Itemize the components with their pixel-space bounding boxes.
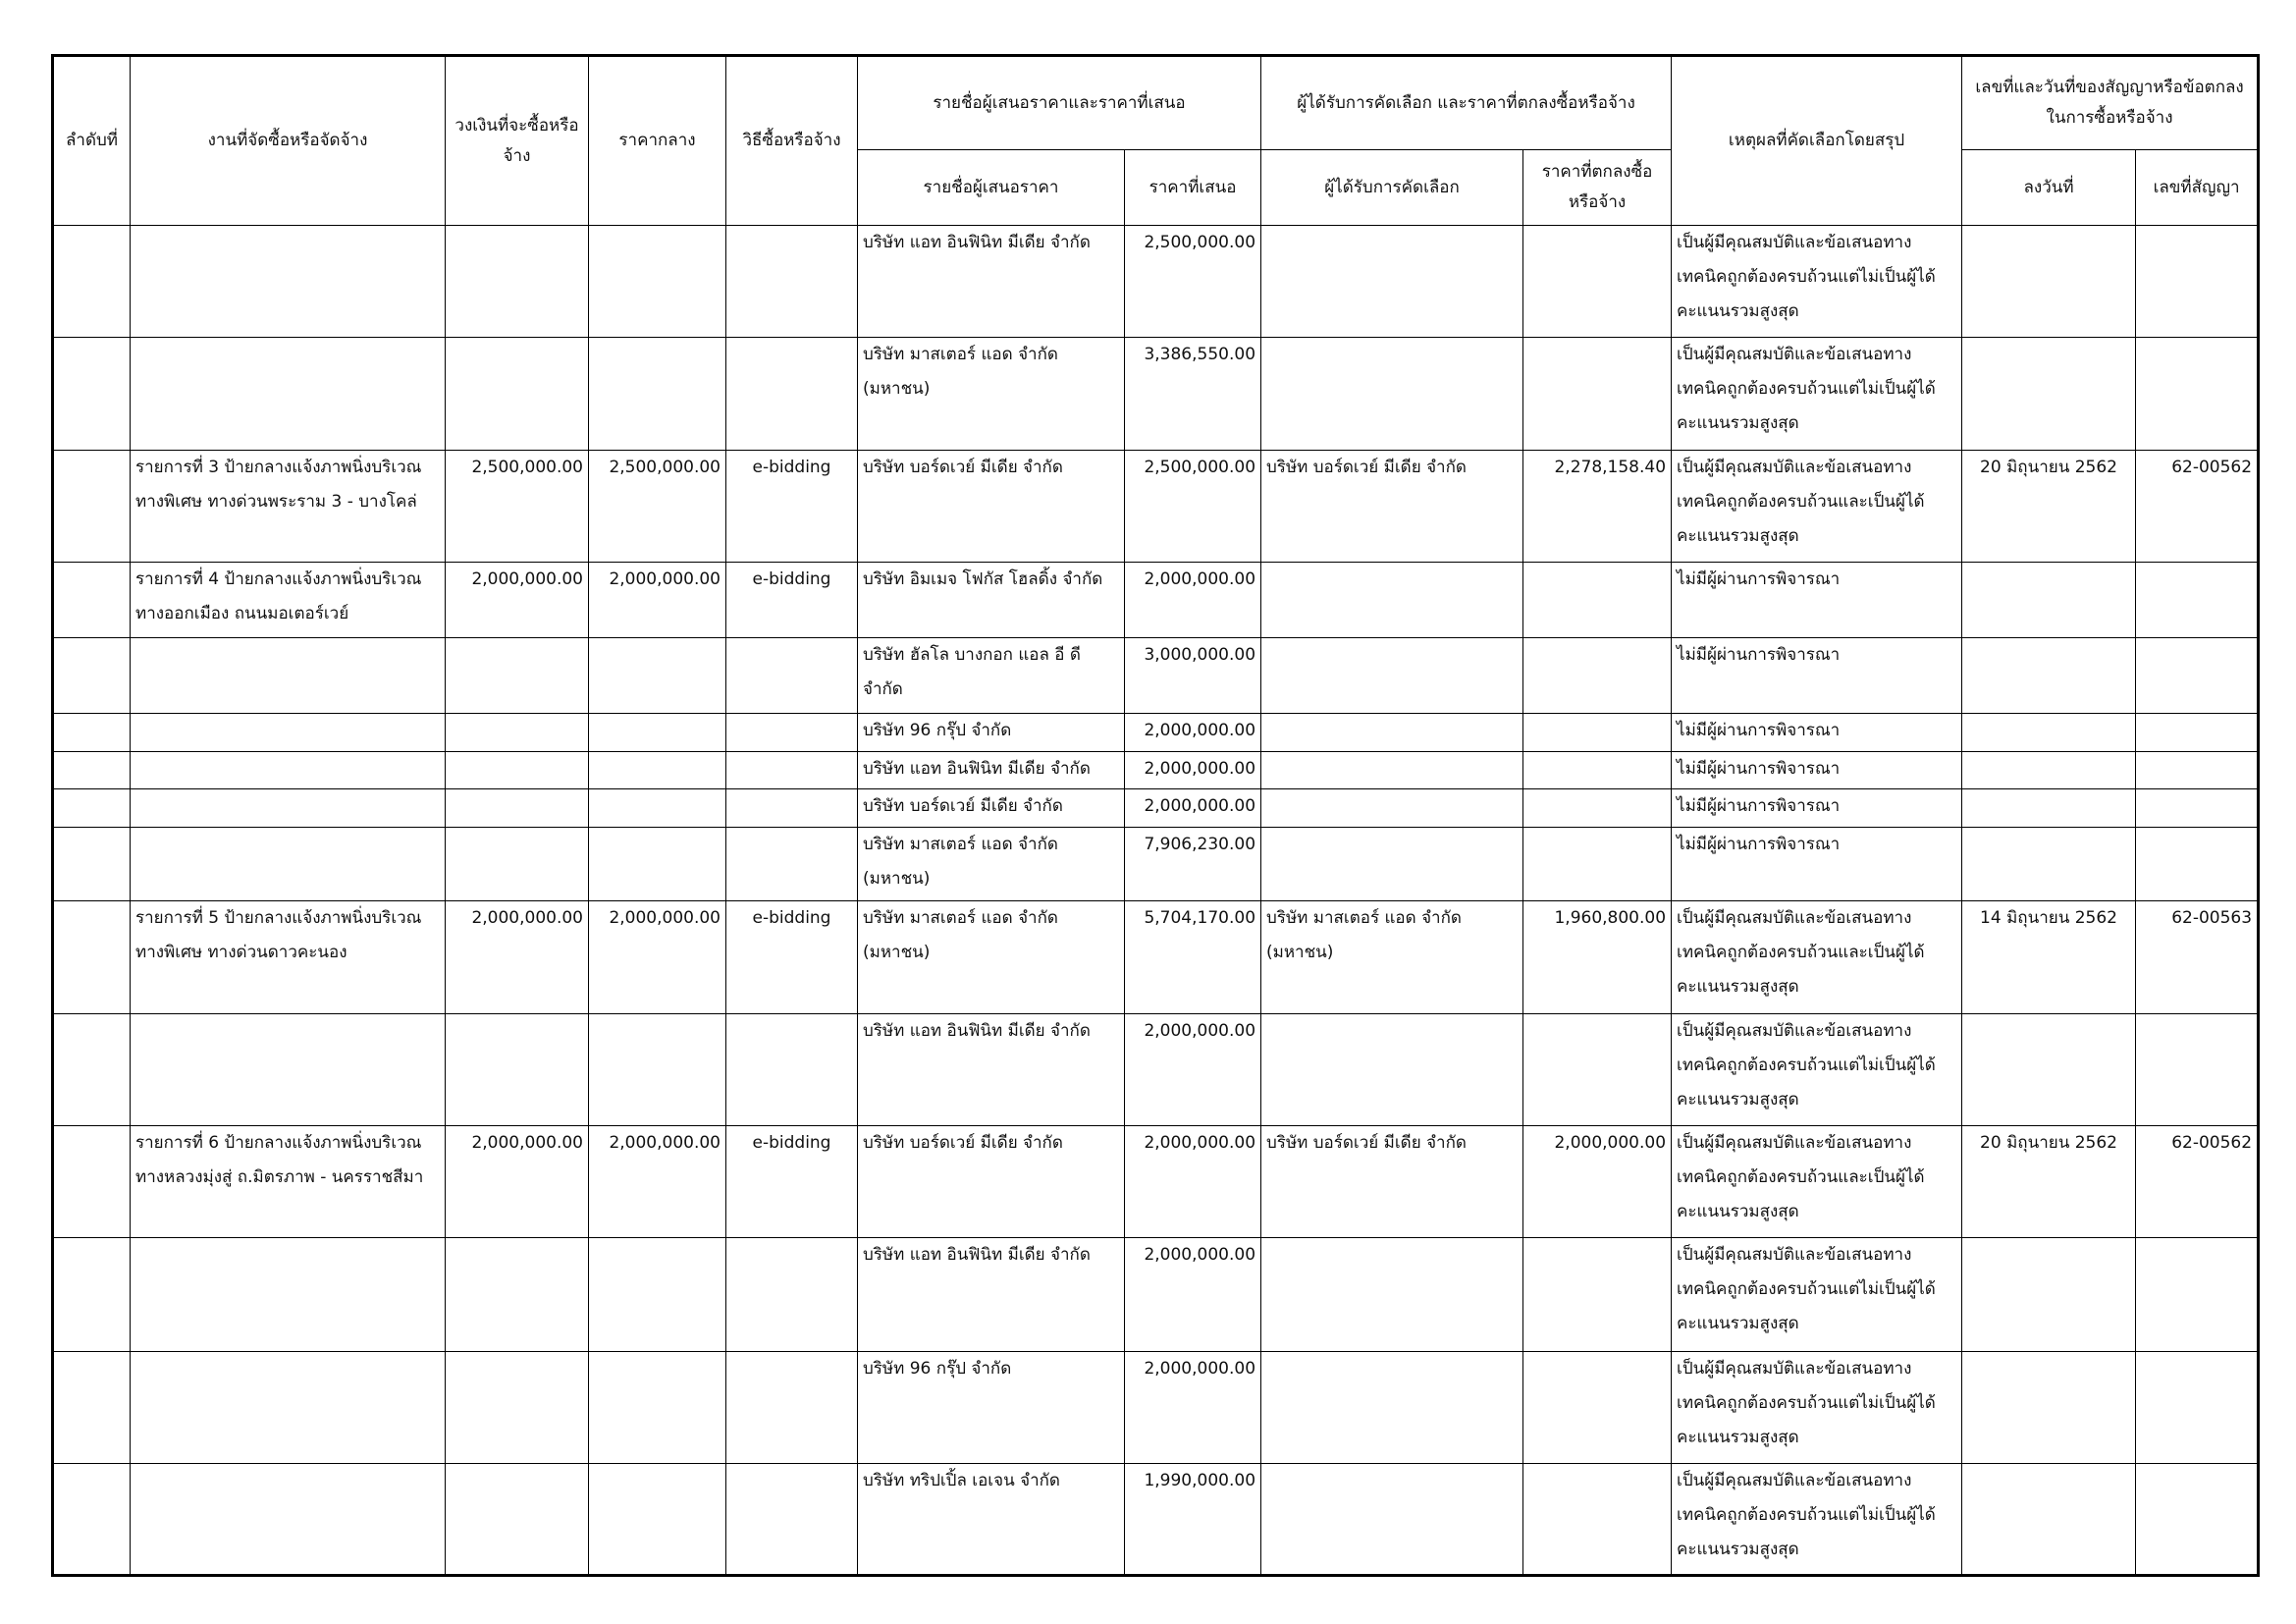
reason-cell: เป็นผู้มีคุณสมบัติและข้อเสนอทางเทคนิคถูกต้องครบถ้วนแต่ไม่เป็นผู้ได้คะแนนรวมสูงสุด [1672,1352,1962,1464]
seq-cell [53,714,131,752]
header-bidder: รายชื่อผู้เสนอราคา [858,150,1125,226]
contract-date-cell [1962,789,2136,828]
bid-price-cell: 2,000,000.00 [1125,563,1261,638]
table-row [53,789,2259,828]
seq-cell [53,1238,131,1352]
agreed-price-cell [1523,226,1672,338]
contract-date-cell [1962,1238,2136,1352]
contract-no-cell: 62-00562 [2136,1126,2259,1238]
budget-cell [446,1464,589,1576]
bid-price-cell: 3,386,550.00 [1125,338,1261,451]
bid-price-cell: 2,000,000.00 [1125,1352,1261,1464]
contract-no-cell [2136,226,2259,338]
bidder-name-cell: บริษัท แอท อินฟินิท มีเดีย จำกัด [858,1014,1125,1126]
contract-date-cell [1962,638,2136,714]
median-price-cell: 2,000,000.00 [589,901,726,1014]
budget-cell [446,828,589,901]
agreed-price-cell: 2,000,000.00 [1523,1126,1672,1238]
method-cell: e-bidding [726,901,858,1014]
winner-cell [1261,1238,1523,1352]
winner-cell [1261,638,1523,714]
seq-cell [53,1352,131,1464]
work-cell [131,638,446,714]
bid-price-cell: 2,000,000.00 [1125,1014,1261,1126]
contract-date-cell [1962,226,2136,338]
seq-cell [53,752,131,789]
winner-cell: บริษัท บอร์ดเวย์ มีเดีย จำกัด [1261,1126,1523,1238]
contract-date-cell [1962,1014,2136,1126]
bidder-name-cell: บริษัท แอท อินฟินิท มีเดีย จำกัด [858,1238,1125,1352]
reason-cell: เป็นผู้มีคุณสมบัติและข้อเสนอทางเทคนิคถูกต้องครบถ้วนแต่ไม่เป็นผู้ได้คะแนนรวมสูงสุด [1672,226,1962,338]
seq-cell [53,1464,131,1576]
table-row [53,338,2259,451]
budget-cell: 2,000,000.00 [446,563,589,638]
budget-cell [446,1352,589,1464]
median-price-cell: 2,500,000.00 [589,451,726,563]
median-price-cell [589,338,726,451]
method-cell [726,1014,858,1126]
bid-price-cell: 2,500,000.00 [1125,226,1261,338]
budget-cell: 2,000,000.00 [446,901,589,1014]
median-price-cell [589,1238,726,1352]
agreed-price-cell [1523,1014,1672,1126]
method-cell [726,1352,858,1464]
header-contract-no: เลขที่สัญญา [2136,150,2259,226]
contract-no-cell [2136,1238,2259,1352]
agreed-price-cell: 1,960,800.00 [1523,901,1672,1014]
winner-cell [1261,226,1523,338]
agreed-price-cell [1523,789,1672,828]
median-price-cell [589,789,726,828]
seq-cell [53,563,131,638]
contract-no-cell [2136,752,2259,789]
bidder-name-cell: บริษัท แอท อินฟินิท มีเดีย จำกัด [858,752,1125,789]
work-cell [131,1352,446,1464]
work-cell: รายการที่ 3 ป้ายกลางแจ้งภาพนิ่งบริเวณทางพิเศษ ทางด่วนพระราม 3 - บางโคล่ [131,451,446,563]
header-date: ลงวันที่ [1962,150,2136,226]
median-price-cell [589,714,726,752]
table-row [53,714,2259,752]
bidder-name-cell: บริษัท แอท อินฟินิท มีเดีย จำกัด [858,226,1125,338]
work-cell [131,226,446,338]
contract-no-cell [2136,1014,2259,1126]
header-median: ราคากลาง [589,56,726,226]
bid-price-cell: 2,000,000.00 [1125,789,1261,828]
median-price-cell [589,828,726,901]
agreed-price-cell [1523,714,1672,752]
seq-cell [53,338,131,451]
winner-cell [1261,752,1523,789]
table-row [53,1126,2259,1238]
bidder-name-cell: บริษัท อิมเมจ โฟกัส โฮลดิ้ง จำกัด [858,563,1125,638]
header-method: วิธีซื้อหรือจ้าง [726,56,858,226]
median-price-cell [589,1464,726,1576]
table-row [53,1238,2259,1352]
work-cell: รายการที่ 6 ป้ายกลางแจ้งภาพนิ่งบริเวณทางหลวงมุ่งสู่ ถ.มิตรภาพ - นครราชสีมา [131,1126,446,1238]
reason-cell: เป็นผู้มีคุณสมบัติและข้อเสนอทางเทคนิคถูกต้องครบถ้วนแต่ไม่เป็นผู้ได้คะแนนรวมสูงสุด [1672,1238,1962,1352]
contract-date-cell: 20 มิถุนายน 2562 [1962,1126,2136,1238]
agreed-price-cell [1523,1238,1672,1352]
bid-price-cell: 7,906,230.00 [1125,828,1261,901]
work-cell [131,752,446,789]
table-row [53,828,2259,901]
agreed-price-cell [1523,1464,1672,1576]
budget-cell [446,1238,589,1352]
header-agreed-price: ราคาที่ตกลงซื้อหรือจ้าง [1523,150,1672,226]
table-row [53,752,2259,789]
method-cell [726,1238,858,1352]
contract-no-cell [2136,1352,2259,1464]
contract-no-cell [2136,714,2259,752]
reason-cell: เป็นผู้มีคุณสมบัติและข้อเสนอทางเทคนิคถูกต้องครบถ้วนและเป็นผู้ได้คะแนนรวมสูงสุด [1672,451,1962,563]
table-row [53,1352,2259,1464]
work-cell: รายการที่ 5 ป้ายกลางแจ้งภาพนิ่งบริเวณทางพิเศษ ทางด่วนดาวคะนอง [131,901,446,1014]
header-bid-price: ราคาที่เสนอ [1125,150,1261,226]
winner-cell [1261,828,1523,901]
bidder-name-cell: บริษัท มาสเตอร์ แอด จำกัด (มหาชน) [858,901,1125,1014]
bidder-name-cell: บริษัท 96 กรุ๊ป จำกัด [858,1352,1125,1464]
budget-cell: 2,500,000.00 [446,451,589,563]
winner-cell [1261,714,1523,752]
method-cell [726,752,858,789]
reason-cell: เป็นผู้มีคุณสมบัติและข้อเสนอทางเทคนิคถูกต้องครบถ้วนและเป็นผู้ได้คะแนนรวมสูงสุด [1672,1126,1962,1238]
header-winner-group: ผู้ได้รับการคัดเลือก และราคาที่ตกลงซื้อหรือจ้าง [1261,56,1672,150]
median-price-cell [589,1014,726,1126]
agreed-price-cell [1523,638,1672,714]
method-cell [726,638,858,714]
median-price-cell [589,638,726,714]
reason-cell: เป็นผู้มีคุณสมบัติและข้อเสนอทางเทคนิคถูกต้องครบถ้วนแต่ไม่เป็นผู้ได้คะแนนรวมสูงสุด [1672,1014,1962,1126]
budget-cell [446,638,589,714]
agreed-price-cell [1523,563,1672,638]
work-cell [131,1238,446,1352]
reason-cell: เป็นผู้มีคุณสมบัติและข้อเสนอทางเทคนิคถูกต้องครบถ้วนและเป็นผู้ได้คะแนนรวมสูงสุด [1672,901,1962,1014]
contract-date-cell [1962,563,2136,638]
header-budget: วงเงินที่จะซื้อหรือจ้าง [446,56,589,226]
seq-cell [53,638,131,714]
method-cell [726,789,858,828]
header-reason: เหตุผลที่คัดเลือกโดยสรุป [1672,56,1962,226]
winner-cell [1261,563,1523,638]
bid-price-cell: 2,000,000.00 [1125,1126,1261,1238]
table-row [53,638,2259,714]
median-price-cell [589,1352,726,1464]
agreed-price-cell [1523,752,1672,789]
bidder-name-cell: บริษัท มาสเตอร์ แอด จำกัด (มหาชน) [858,338,1125,451]
seq-cell [53,226,131,338]
winner-cell [1261,789,1523,828]
work-cell [131,1014,446,1126]
winner-cell [1261,1014,1523,1126]
method-cell [726,828,858,901]
winner-cell [1261,338,1523,451]
contract-no-cell [2136,828,2259,901]
bid-price-cell: 3,000,000.00 [1125,638,1261,714]
method-cell: e-bidding [726,451,858,563]
procurement-table [51,54,2260,1577]
bid-price-cell: 2,500,000.00 [1125,451,1261,563]
work-cell [131,789,446,828]
contract-no-cell: 62-00562 [2136,451,2259,563]
median-price-cell: 2,000,000.00 [589,1126,726,1238]
table-row [53,1464,2259,1576]
method-cell: e-bidding [726,1126,858,1238]
contract-no-cell: 62-00563 [2136,901,2259,1014]
bidder-name-cell: บริษัท บอร์ดเวย์ มีเดีย จำกัด [858,1126,1125,1238]
method-cell [726,714,858,752]
bidder-name-cell: บริษัท บอร์ดเวย์ มีเดีย จำกัด [858,789,1125,828]
work-cell [131,828,446,901]
budget-cell [446,226,589,338]
reason-cell: ไม่มีผู้ผ่านการพิจารณา [1672,638,1962,714]
seq-cell [53,828,131,901]
table-row [53,226,2259,338]
bidder-name-cell: บริษัท 96 กรุ๊ป จำกัด [858,714,1125,752]
bid-price-cell: 2,000,000.00 [1125,1238,1261,1352]
table-row [53,1014,2259,1126]
reason-cell: ไม่มีผู้ผ่านการพิจารณา [1672,828,1962,901]
agreed-price-cell [1523,1352,1672,1464]
budget-cell [446,752,589,789]
seq-cell [53,901,131,1014]
method-cell [726,1464,858,1576]
bid-price-cell: 5,704,170.00 [1125,901,1261,1014]
agreed-price-cell [1523,338,1672,451]
reason-cell: ไม่มีผู้ผ่านการพิจารณา [1672,789,1962,828]
contract-date-cell [1962,714,2136,752]
contract-date-cell [1962,752,2136,789]
contract-no-cell [2136,563,2259,638]
table-row [53,901,2259,1014]
table-body [53,226,2259,1576]
bidder-name-cell: บริษัท ทริปเปิ้ล เอเจน จำกัด [858,1464,1125,1576]
agreed-price-cell: 2,278,158.40 [1523,451,1672,563]
method-cell [726,226,858,338]
contract-date-cell: 20 มิถุนายน 2562 [1962,451,2136,563]
median-price-cell [589,752,726,789]
seq-cell [53,1014,131,1126]
seq-cell [53,1126,131,1238]
contract-date-cell [1962,1464,2136,1576]
budget-cell [446,789,589,828]
seq-cell [53,789,131,828]
winner-cell: บริษัท มาสเตอร์ แอด จำกัด (มหาชน) [1261,901,1523,1014]
reason-cell: ไม่มีผู้ผ่านการพิจารณา [1672,563,1962,638]
method-cell [726,338,858,451]
reason-cell: ไม่มีผู้ผ่านการพิจารณา [1672,714,1962,752]
header-winner: ผู้ได้รับการคัดเลือก [1261,150,1523,226]
budget-cell [446,714,589,752]
contract-no-cell [2136,1464,2259,1576]
winner-cell [1261,1464,1523,1576]
work-cell: รายการที่ 4 ป้ายกลางแจ้งภาพนิ่งบริเวณทางออกเมือง ถนนมอเตอร์เวย์ [131,563,446,638]
table-row [53,563,2259,638]
median-price-cell [589,226,726,338]
contract-date-cell [1962,1352,2136,1464]
work-cell [131,714,446,752]
bid-price-cell: 2,000,000.00 [1125,752,1261,789]
budget-cell [446,1014,589,1126]
contract-no-cell [2136,338,2259,451]
contract-no-cell [2136,638,2259,714]
winner-cell [1261,1352,1523,1464]
seq-cell [53,451,131,563]
reason-cell: ไม่มีผู้ผ่านการพิจารณา [1672,752,1962,789]
reason-cell: เป็นผู้มีคุณสมบัติและข้อเสนอทางเทคนิคถูกต้องครบถ้วนแต่ไม่เป็นผู้ได้คะแนนรวมสูงสุด [1672,338,1962,451]
budget-cell [446,338,589,451]
bid-price-cell: 2,000,000.00 [1125,714,1261,752]
median-price-cell: 2,000,000.00 [589,563,726,638]
contract-date-cell [1962,338,2136,451]
table-row [53,451,2259,563]
winner-cell: บริษัท บอร์ดเวย์ มีเดีย จำกัด [1261,451,1523,563]
bidder-name-cell: บริษัท มาสเตอร์ แอด จำกัด (มหาชน) [858,828,1125,901]
agreed-price-cell [1523,828,1672,901]
header-bidders-group: รายชื่อผู้เสนอราคาและราคาที่เสนอ [858,56,1261,150]
header-seq: ลำดับที่ [53,56,131,226]
contract-date-cell [1962,828,2136,901]
work-cell [131,1464,446,1576]
work-cell [131,338,446,451]
budget-cell: 2,000,000.00 [446,1126,589,1238]
bidder-name-cell: บริษัท บอร์ดเวย์ มีเดีย จำกัด [858,451,1125,563]
bid-price-cell: 1,990,000.00 [1125,1464,1261,1576]
bidder-name-cell: บริษัท ฮัลโล บางกอก แอล อี ดี จำกัด [858,638,1125,714]
header-contract-group: เลขที่และวันที่ของสัญญาหรือข้อตกลงในการซื้อหรือจ้าง [1962,56,2259,150]
contract-no-cell [2136,789,2259,828]
header-work: งานที่จัดซื้อหรือจัดจ้าง [131,56,446,226]
reason-cell: เป็นผู้มีคุณสมบัติและข้อเสนอทางเทคนิคถูกต้องครบถ้วนแต่ไม่เป็นผู้ได้คะแนนรวมสูงสุด [1672,1464,1962,1576]
contract-date-cell: 14 มิถุนายน 2562 [1962,901,2136,1014]
method-cell: e-bidding [726,563,858,638]
